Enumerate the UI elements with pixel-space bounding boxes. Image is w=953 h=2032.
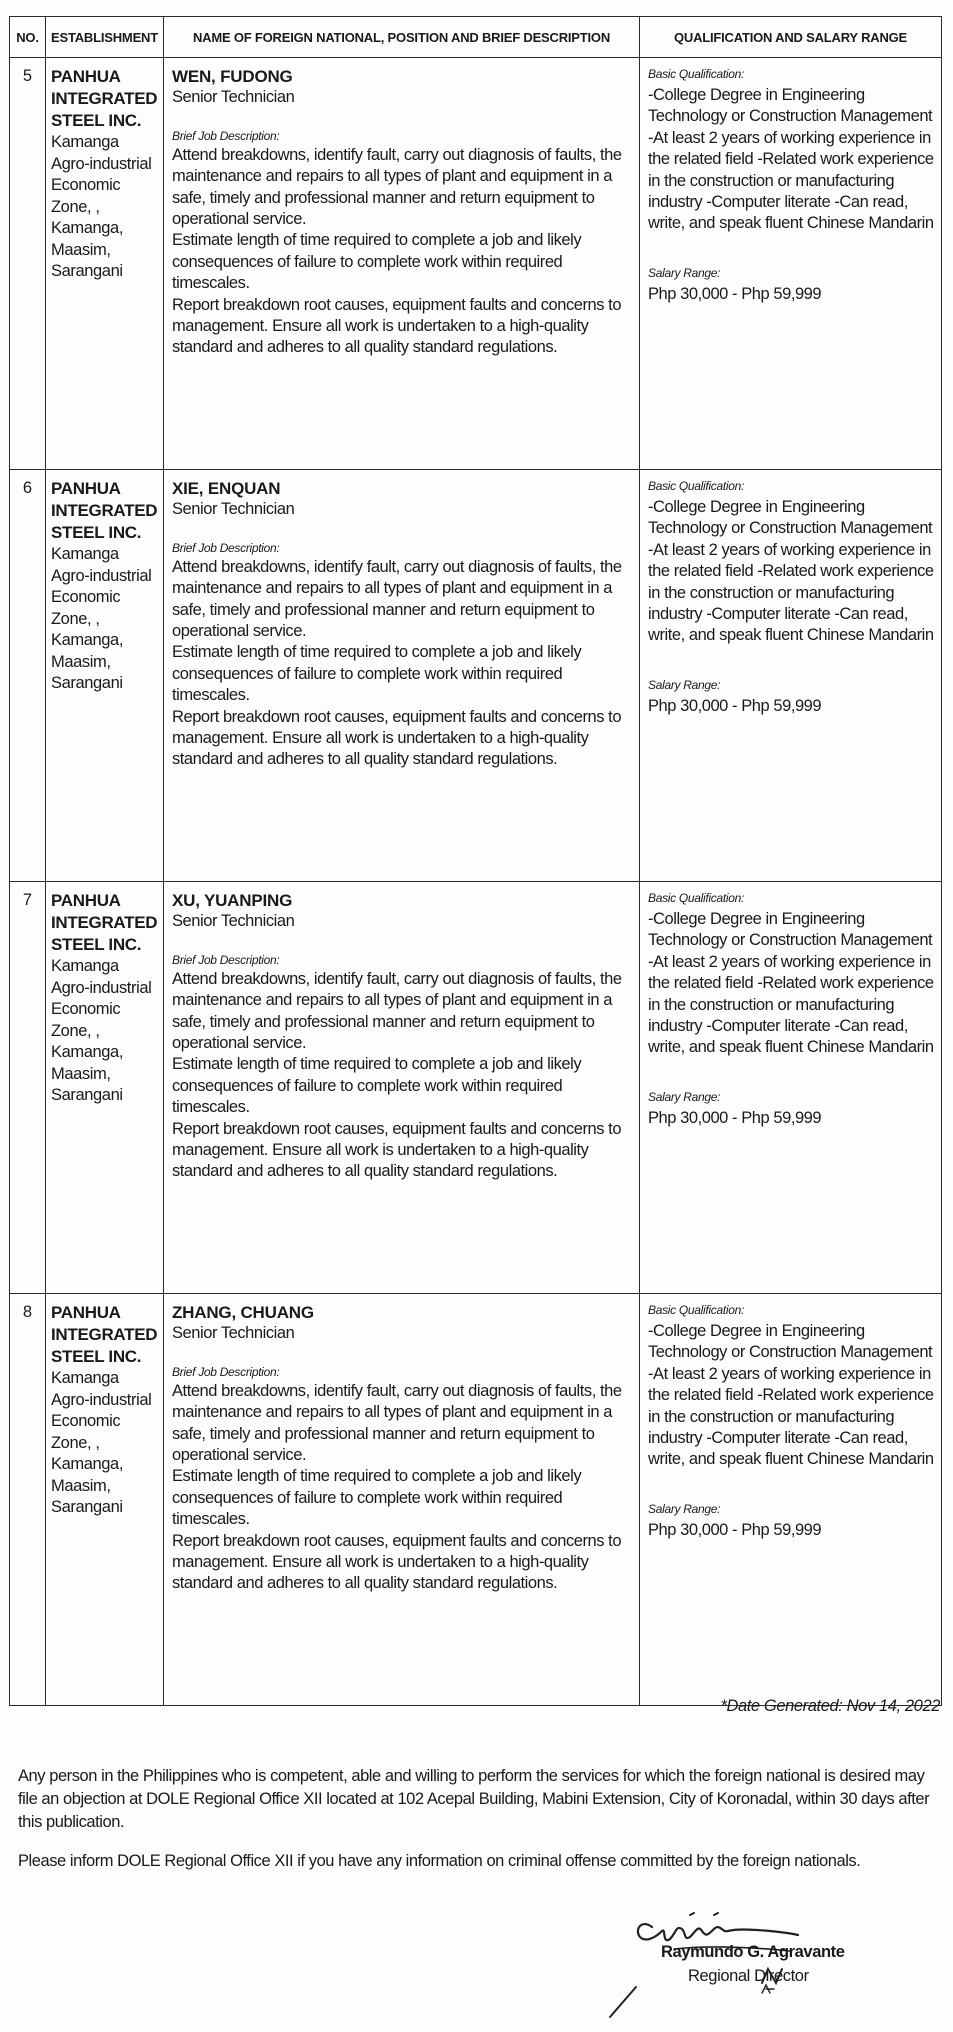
position-title: Senior Technician [172, 88, 295, 107]
foreign-national-cell [164, 470, 640, 882]
establishment-name: PANHUA INTEGRATED STEEL INC. [51, 891, 158, 954]
job-description-paragraph: Estimate length of time required to complete a job and likely consequences of failure to complete work within required timescales. [172, 1467, 582, 1529]
job-description-paragraph: Report breakdown root causes, equipment faults and concerns to management. Ensure all work is undertaken to a high-quality standard and adheres to all quality standard regulations. [172, 707, 622, 769]
establishment-address: Kamanga Agro-industrial Economic Zone, , Kamanga, Maasim, Sarangani [51, 545, 152, 692]
salary-label: Salary Range: [648, 1501, 721, 1516]
qualification-cell [640, 882, 942, 1294]
salary-range: Php 30,000 - Php 59,999 [648, 696, 822, 715]
qualification-requirements: -At least 2 years of working experience in the related field -Related work experience in the construction or manufacturing industry -Computer literate -Can read, write, and speak fluent Chinese Mandarin [648, 128, 934, 233]
position-title: Senior Technician [172, 912, 295, 931]
job-description-label: Brief Job Description: [172, 952, 280, 967]
row-number-value: 6 [22, 479, 33, 497]
qualification-label: Basic Qualification: [648, 479, 745, 493]
signatory-name: Raymundo G. Agravante [661, 1943, 845, 1961]
row-number [10, 1294, 46, 1706]
establishment-name: PANHUA INTEGRATED STEEL INC. [51, 479, 158, 542]
qualification-degree: -College Degree in Engineering Technology or Construction Management [648, 86, 933, 126]
salary-range: Php 30,000 - Php 59,999 [648, 1520, 822, 1539]
job-description-label: Brief Job Description: [172, 128, 280, 143]
table-row [10, 1294, 942, 1706]
foreign-national-cell [164, 882, 640, 1294]
header-name-position: NAME OF FOREIGN NATIONAL, POSITION AND BRIEF DESCRIPTION [164, 17, 640, 58]
row-number-value: 5 [22, 67, 33, 85]
job-description-paragraph: Attend breakdowns, identify fault, carry out diagnosis of faults, the maintenance and repairs to all types of plant and equipment in a safe, timely and professional manner and return equipment to operational service. [172, 145, 622, 229]
establishment-cell [46, 1294, 164, 1706]
establishment-address: Kamanga Agro-industrial Economic Zone, , Kamanga, Maasim, Sarangani [51, 957, 152, 1104]
job-description-paragraph: Report breakdown root causes, equipment faults and concerns to management. Ensure all work is undertaken to a high-quality standard and adheres to all quality standard regulations. [172, 1531, 622, 1593]
salary-label: Salary Range: [648, 265, 721, 280]
header-establishment: ESTABLISHMENT [46, 17, 164, 58]
job-description-paragraph: Report breakdown root causes, equipment faults and concerns to management. Ensure all work is undertaken to a high-quality standard and adheres to all quality standard regulations. [172, 1119, 622, 1181]
establishment-cell [46, 470, 164, 882]
foreign-nationals-table [9, 16, 942, 1706]
qualification-degree: -College Degree in Engineering Technology or Construction Management [648, 1322, 933, 1362]
table-header-row [10, 17, 942, 58]
table-body [10, 58, 942, 1706]
job-description-paragraph: Estimate length of time required to complete a job and likely consequences of failure to complete work within required timescales. [172, 231, 582, 293]
qualification-cell [640, 470, 942, 882]
foreign-national-name: XU, YUANPING [172, 891, 293, 910]
date-generated: *Date Generated: Nov 14, 2022 [720, 1697, 940, 1715]
qualification-label: Basic Qualification: [648, 891, 745, 905]
job-description-paragraph: Estimate length of time required to complete a job and likely consequences of failure to complete work within required timescales. [172, 643, 582, 705]
qualification-degree: -College Degree in Engineering Technology or Construction Management [648, 498, 933, 538]
foreign-national-name: WEN, FUDONG [172, 67, 293, 86]
qualification-label: Basic Qualification: [648, 1303, 745, 1317]
inform-notice: Please inform DOLE Regional Office XII if you have any information on criminal offense committed by the foreign nationals. [18, 1851, 861, 1870]
foreign-national-name: ZHANG, CHUANG [172, 1303, 314, 1322]
establishment-name: PANHUA INTEGRATED STEEL INC. [51, 1303, 158, 1366]
header-no: NO. [10, 17, 46, 58]
foreign-national-cell [164, 58, 640, 470]
salary-label: Salary Range: [648, 1089, 721, 1104]
row-number-value: 8 [22, 1303, 33, 1321]
salary-label: Salary Range: [648, 677, 721, 692]
row-number-value: 7 [22, 891, 33, 909]
table-row [10, 470, 942, 882]
job-description-paragraph: Report breakdown root causes, equipment faults and concerns to management. Ensure all work is undertaken to a high-quality standard and adheres to all quality standard regulations. [172, 295, 622, 357]
signatory-title: Regional Director [688, 1967, 809, 1985]
position-title: Senior Technician [172, 1324, 295, 1343]
qualification-label: Basic Qualification: [648, 67, 745, 81]
job-description-paragraph: Attend breakdowns, identify fault, carry out diagnosis of faults, the maintenance and repairs to all types of plant and equipment in a safe, timely and professional manner and return equipment to operational service. [172, 1381, 622, 1465]
establishment-cell [46, 882, 164, 1294]
establishment-name: PANHUA INTEGRATED STEEL INC. [51, 67, 158, 130]
job-description-paragraph: Attend breakdowns, identify fault, carry out diagnosis of faults, the maintenance and repairs to all types of plant and equipment in a safe, timely and professional manner and return equipment to operational service. [172, 557, 622, 641]
header-qualification: QUALIFICATION AND SALARY RANGE [640, 17, 942, 58]
row-number [10, 58, 46, 470]
row-number [10, 470, 46, 882]
qualification-cell [640, 1294, 942, 1706]
salary-range: Php 30,000 - Php 59,999 [648, 284, 822, 303]
table-row [10, 882, 942, 1294]
job-description-label: Brief Job Description: [172, 1364, 280, 1379]
job-description-paragraph: Estimate length of time required to complete a job and likely consequences of failure to complete work within required timescales. [172, 1055, 582, 1117]
establishment-address: Kamanga Agro-industrial Economic Zone, , Kamanga, Maasim, Sarangani [51, 133, 152, 280]
salary-range: Php 30,000 - Php 59,999 [648, 1108, 822, 1127]
position-title: Senior Technician [172, 500, 295, 519]
job-description-label: Brief Job Description: [172, 540, 280, 555]
qualification-requirements: -At least 2 years of working experience in the related field -Related work experience in the construction or manufacturing industry -Computer literate -Can read, write, and speak fluent Chinese Mandarin [648, 952, 934, 1057]
foreign-national-name: XIE, ENQUAN [172, 479, 281, 498]
job-description-paragraph: Attend breakdowns, identify fault, carry out diagnosis of faults, the maintenance and repairs to all types of plant and equipment in a safe, timely and professional manner and return equipment to operational service. [172, 969, 622, 1053]
qualification-requirements: -At least 2 years of working experience in the related field -Related work experience in the construction or manufacturing industry -Computer literate -Can read, write, and speak fluent Chinese Mandarin [648, 1364, 934, 1469]
establishment-cell [46, 58, 164, 470]
qualification-cell [640, 58, 942, 470]
objection-notice: Any person in the Philippines who is competent, able and willing to perform the services for which the foreign national is desired may file an objection at DOLE Regional Office XII located at 102 Acepal Building, Mabini Extension, City of Koronadal, within 30 days after this publication. [18, 1766, 930, 1831]
qualification-degree: -College Degree in Engineering Technology or Construction Management [648, 910, 933, 950]
qualification-requirements: -At least 2 years of working experience in the related field -Related work experience in the construction or manufacturing industry -Computer literate -Can read, write, and speak fluent Chinese Mandarin [648, 540, 934, 645]
establishment-address: Kamanga Agro-industrial Economic Zone, , Kamanga, Maasim, Sarangani [51, 1369, 152, 1516]
row-number [10, 882, 46, 1294]
table-row [10, 58, 942, 470]
foreign-national-cell [164, 1294, 640, 1706]
